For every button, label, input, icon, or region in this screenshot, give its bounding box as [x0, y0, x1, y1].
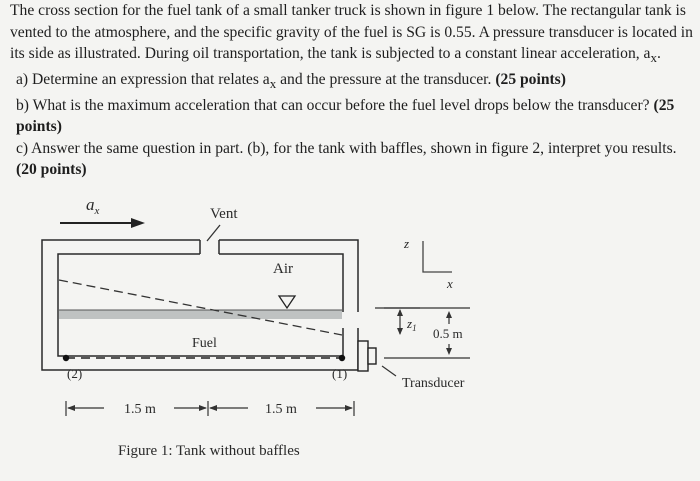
vent-label: Vent [210, 206, 238, 222]
part-a: a) Determine an expression that relates $a_x$ and the pressure at the transducer. (25 points) [16, 70, 566, 91]
problem-intro: The cross section for the fuel tank of a small tanker truck is shown in figure 1 below. The rectangular tank is vented to the atmosphere, and the specific gravity of the fuel is SG is 0.55. A pressure transducer is located in its side as illustrated. During oil transportation, the tank is subjected to a constant linear acceleration, $a_x$. [10, 2, 693, 66]
point-1-label: (1) [332, 366, 348, 381]
transducer-label: Transducer [402, 376, 465, 391]
accel-label: $a_x$ [86, 196, 100, 217]
height-arrow-up [446, 311, 452, 318]
dim-arrow-4 [345, 405, 353, 411]
z1-label: $z_1$ [407, 316, 417, 333]
vent-pointer [207, 225, 220, 241]
point-1 [339, 355, 345, 361]
z-axis-label: z [404, 236, 410, 251]
dim-right-label: 1.5 m [265, 402, 297, 417]
height-arrow-down [446, 348, 452, 355]
z1-arrow-up [397, 309, 403, 316]
free-surface-symbol [279, 296, 295, 308]
dim-arrow-1 [67, 405, 75, 411]
z1-arrow-down [397, 328, 403, 335]
part-b: b) What is the maximum acceleration that can occur before the fuel level drops below the transducer? (25 points) [16, 96, 675, 136]
tilted-surface-line [59, 280, 342, 335]
fuel-surface [59, 310, 342, 319]
transducer [358, 341, 376, 371]
problem-statement [10, 0, 694, 181]
point-2-label: (2) [67, 366, 83, 381]
point-2 [63, 355, 69, 361]
figure-1 [0, 196, 700, 476]
dim-arrow-2 [199, 405, 207, 411]
length-dimension [66, 401, 354, 416]
height-label: 0.5 m [433, 326, 463, 341]
transducer-pointer [382, 366, 396, 376]
acceleration-arrow [60, 218, 145, 228]
part-c: c) Answer the same question in part. (b), for the tank with baffles, shown in figure 2, interpret you results. (20 points) [16, 139, 677, 179]
dim-arrow-3 [209, 405, 217, 411]
coordinate-axes [423, 241, 452, 272]
dim-left-label: 1.5 m [124, 402, 156, 417]
fuel-label: Fuel [192, 336, 217, 351]
x-axis-label: x [447, 276, 453, 291]
tank-diagram [0, 196, 700, 476]
figure-caption: Figure 1: Tank without baffles [118, 443, 300, 459]
air-label: Air [273, 261, 293, 277]
